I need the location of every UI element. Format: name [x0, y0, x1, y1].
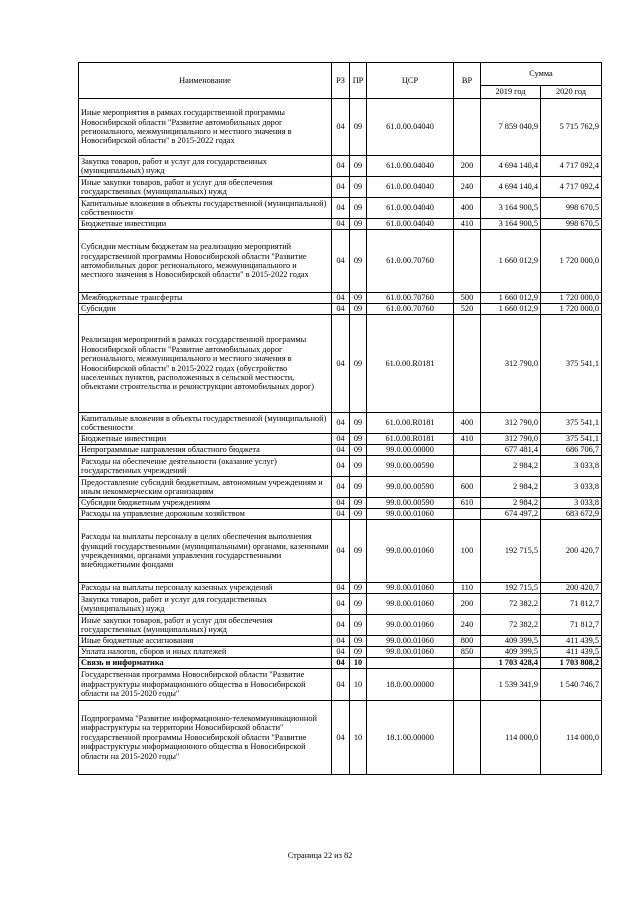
cell-sum-2019: 409 399,5	[481, 636, 541, 647]
cell-name: Подпрограмма "Развитие информационно-телекоммуникационной инфраструктуры на территории Новосибирской области" государственной программы Новосибирской области "Развитие инфраструктуры информационного общества в Новосибирской области на 2015-2020 годы"	[79, 701, 332, 775]
cell-vr: 240	[454, 615, 481, 636]
cell-name: Иные бюджетные ассигнования	[79, 636, 332, 647]
cell-csr: 99.0.00.00590	[367, 456, 454, 477]
cell-csr: 18.1.00.00000	[367, 701, 454, 775]
cell-pr: 09	[350, 230, 367, 293]
header-sum: Сумма	[481, 63, 602, 86]
table-row	[79, 198, 602, 219]
cell-sum-2020: 375 541,1	[541, 434, 602, 445]
cell-sum-2020: 5 715 762,9	[541, 99, 602, 156]
cell-rz: 04	[332, 230, 350, 293]
cell-sum-2019: 2 984,2	[481, 456, 541, 477]
cell-csr: 99.0.00.01060	[367, 636, 454, 647]
cell-sum-2019: 4 694 140,4	[481, 177, 541, 198]
cell-sum-2019: 3 164 900,5	[481, 198, 541, 219]
table-row	[79, 669, 602, 701]
cell-sum-2020: 114 000,0	[541, 701, 602, 775]
table-row	[79, 498, 602, 509]
cell-csr: 99.0.00.00590	[367, 477, 454, 498]
cell-sum-2020: 375 541,1	[541, 413, 602, 434]
table-row	[79, 445, 602, 456]
cell-pr: 09	[350, 156, 367, 177]
table-row	[79, 477, 602, 498]
cell-vr	[454, 445, 481, 456]
cell-csr: 18.0.00.00000	[367, 669, 454, 701]
cell-sum-2020: 200 420,7	[541, 583, 602, 594]
header-rz: РЗ	[332, 63, 350, 99]
cell-vr: 200	[454, 594, 481, 615]
cell-pr: 09	[350, 520, 367, 583]
cell-csr: 99.0.00.00590	[367, 498, 454, 509]
table-row	[79, 293, 602, 304]
cell-sum-2020: 1 540 746,7	[541, 669, 602, 701]
cell-vr: 800	[454, 636, 481, 647]
table-row	[79, 413, 602, 434]
cell-csr: 99.0.00.01060	[367, 615, 454, 636]
cell-sum-2019: 72 382,2	[481, 594, 541, 615]
cell-sum-2019: 72 382,2	[481, 615, 541, 636]
cell-rz: 04	[332, 156, 350, 177]
cell-sum-2020: 4 717 092,4	[541, 156, 602, 177]
cell-name: Капитальные вложения в объекты государственной (муниципальной) собственности	[79, 413, 332, 434]
cell-sum-2019: 312 790,0	[481, 434, 541, 445]
table-row	[79, 230, 602, 293]
cell-csr: 61.0.00.70760	[367, 304, 454, 315]
cell-rz: 04	[332, 583, 350, 594]
cell-vr: 850	[454, 647, 481, 658]
cell-vr: 500	[454, 293, 481, 304]
cell-sum-2019: 114 000,0	[481, 701, 541, 775]
cell-pr: 09	[350, 99, 367, 156]
budget-table	[78, 62, 602, 775]
cell-name: Уплата налогов, сборов и иных платежей	[79, 647, 332, 658]
cell-pr: 09	[350, 219, 367, 230]
cell-sum-2019: 1 660 012,9	[481, 230, 541, 293]
cell-sum-2019: 409 399,5	[481, 647, 541, 658]
cell-rz: 04	[332, 315, 350, 413]
cell-name: Бюджетные инвестиции	[79, 219, 332, 230]
cell-sum-2020: 200 420,7	[541, 520, 602, 583]
table-row	[79, 219, 602, 230]
cell-sum-2019: 1 539 341,9	[481, 669, 541, 701]
cell-pr: 09	[350, 445, 367, 456]
cell-name: Иные закупки товаров, работ и услуг для обеспечения государственных (муниципальных) нужд	[79, 615, 332, 636]
cell-sum-2019: 312 790,0	[481, 413, 541, 434]
table-row	[79, 615, 602, 636]
cell-sum-2020: 3 033,8	[541, 498, 602, 509]
header-name: Наименование	[79, 63, 332, 99]
cell-csr: 61.0.00.04040	[367, 156, 454, 177]
cell-pr: 09	[350, 615, 367, 636]
table-row	[79, 509, 602, 520]
cell-name: Связь и информатика	[79, 658, 332, 669]
cell-pr: 09	[350, 477, 367, 498]
cell-pr: 09	[350, 594, 367, 615]
cell-pr: 09	[350, 315, 367, 413]
header-csr: ЦСР	[367, 63, 454, 99]
cell-name: Капитальные вложения в объекты государственной (муниципальной) собственности	[79, 198, 332, 219]
cell-name: Расходы на обеспечение деятельности (оказание услуг) государственных учреждений	[79, 456, 332, 477]
cell-name: Субсидии местным бюджетам на реализацию мероприятий государственной программы Новосибирской области "Развитие автомобильных дорог регионального, межмуниципального и местного значения в Новосибирской области" в 2015-2022 годах	[79, 230, 332, 293]
cell-csr: 61.0.00.R0181	[367, 413, 454, 434]
cell-sum-2019: 192 715,5	[481, 583, 541, 594]
cell-rz: 04	[332, 636, 350, 647]
cell-rz: 04	[332, 456, 350, 477]
cell-sum-2020: 686 706,7	[541, 445, 602, 456]
table-row	[79, 636, 602, 647]
cell-rz: 04	[332, 647, 350, 658]
table-row	[79, 658, 602, 669]
cell-pr: 10	[350, 701, 367, 775]
cell-name: Реализация мероприятий в рамках государственной программы Новосибирской области "Развитие автомобильных дорог регионального, межмуниципального и местного значения в Новосибирской области" в 2015-2022 годах (обустройство населенных пунктов, расположенных в сельской местности, объектами строительства и реконструкции автомобильных дорог)	[79, 315, 332, 413]
cell-pr: 10	[350, 658, 367, 669]
cell-sum-2020: 1 720 000,0	[541, 293, 602, 304]
cell-sum-2020: 998 670,5	[541, 198, 602, 219]
cell-sum-2020: 411 439,5	[541, 647, 602, 658]
cell-vr: 600	[454, 477, 481, 498]
cell-rz: 04	[332, 293, 350, 304]
cell-rz: 04	[332, 434, 350, 445]
header-pr: ПР	[350, 63, 367, 99]
cell-sum-2019: 677 481,4	[481, 445, 541, 456]
cell-sum-2019: 674 497,2	[481, 509, 541, 520]
header-vr: ВР	[454, 63, 481, 99]
header-year-2019: 2019 год	[481, 86, 541, 99]
cell-rz: 04	[332, 198, 350, 219]
cell-vr	[454, 99, 481, 156]
cell-sum-2019: 1 660 012,9	[481, 293, 541, 304]
cell-sum-2020: 1 720 000,0	[541, 230, 602, 293]
cell-pr: 09	[350, 304, 367, 315]
cell-rz: 04	[332, 304, 350, 315]
table-row	[79, 583, 602, 594]
cell-pr: 09	[350, 636, 367, 647]
cell-csr: 61.0.00.04040	[367, 198, 454, 219]
table-row	[79, 315, 602, 413]
cell-vr: 240	[454, 177, 481, 198]
cell-csr: 61.0.00.04040	[367, 219, 454, 230]
table-row	[79, 647, 602, 658]
cell-vr: 100	[454, 520, 481, 583]
cell-csr	[367, 658, 454, 669]
cell-name: Иные мероприятия в рамках государственной программы Новосибирской области "Развитие автомобильных дорог регионального, межмуниципального и местного значения в Новосибирской области" в 2015-2022 годах	[79, 99, 332, 156]
table-row	[79, 701, 602, 775]
cell-sum-2020: 4 717 092,4	[541, 177, 602, 198]
table-row	[79, 594, 602, 615]
cell-rz: 04	[332, 615, 350, 636]
cell-sum-2020: 3 033,8	[541, 477, 602, 498]
table-row	[79, 99, 602, 156]
cell-sum-2019: 1 703 428,4	[481, 658, 541, 669]
cell-vr: 410	[454, 434, 481, 445]
cell-pr: 09	[350, 293, 367, 304]
cell-sum-2019: 192 715,5	[481, 520, 541, 583]
cell-name: Бюджетные инвестиции	[79, 434, 332, 445]
cell-pr: 09	[350, 177, 367, 198]
table-row	[79, 456, 602, 477]
cell-name: Расходы на управление дорожным хозяйством	[79, 509, 332, 520]
cell-vr	[454, 658, 481, 669]
cell-vr	[454, 509, 481, 520]
cell-vr: 400	[454, 198, 481, 219]
cell-vr: 520	[454, 304, 481, 315]
cell-sum-2020: 1 720 000,0	[541, 304, 602, 315]
cell-name: Иные закупки товаров, работ и услуг для обеспечения государственных (муниципальных) нужд	[79, 177, 332, 198]
cell-name: Субсидии	[79, 304, 332, 315]
cell-name: Закупка товаров, работ и услуг для государственных (муниципальных) нужд	[79, 594, 332, 615]
cell-sum-2020: 411 439,5	[541, 636, 602, 647]
cell-rz: 04	[332, 658, 350, 669]
cell-name: Непрограммные направления областного бюджета	[79, 445, 332, 456]
cell-rz: 04	[332, 445, 350, 456]
cell-pr: 09	[350, 456, 367, 477]
cell-sum-2020: 3 033,8	[541, 456, 602, 477]
cell-sum-2019: 312 790,0	[481, 315, 541, 413]
cell-sum-2019: 1 660 012,9	[481, 304, 541, 315]
cell-name: Межбюджетные трансферты	[79, 293, 332, 304]
cell-rz: 04	[332, 219, 350, 230]
cell-sum-2020: 71 812,7	[541, 594, 602, 615]
table-row	[79, 156, 602, 177]
cell-pr: 09	[350, 498, 367, 509]
cell-rz: 04	[332, 99, 350, 156]
cell-csr: 99.0.00.01060	[367, 509, 454, 520]
cell-rz: 04	[332, 413, 350, 434]
cell-vr	[454, 456, 481, 477]
cell-name: Государственная программа Новосибирской области "Развитие инфраструктуры информационного общества в Новосибирской области на 2015-2020 годы"	[79, 669, 332, 701]
cell-vr	[454, 701, 481, 775]
cell-name: Субсидии бюджетным учреждениям	[79, 498, 332, 509]
cell-vr: 200	[454, 156, 481, 177]
cell-csr: 99.0.00.01060	[367, 583, 454, 594]
cell-csr: 99.0.00.01060	[367, 647, 454, 658]
cell-sum-2019: 2 984,2	[481, 498, 541, 509]
cell-pr: 09	[350, 509, 367, 520]
cell-vr: 610	[454, 498, 481, 509]
cell-sum-2020: 683 672,9	[541, 509, 602, 520]
table-body	[79, 99, 602, 775]
cell-sum-2019: 4 694 140,4	[481, 156, 541, 177]
cell-sum-2019: 3 164 900,5	[481, 219, 541, 230]
cell-vr: 410	[454, 219, 481, 230]
table-row	[79, 177, 602, 198]
budget-document	[78, 62, 601, 775]
table-row	[79, 434, 602, 445]
cell-csr: 99.0.00.00000	[367, 445, 454, 456]
cell-vr	[454, 669, 481, 701]
cell-rz: 04	[332, 177, 350, 198]
cell-sum-2020: 375 541,1	[541, 315, 602, 413]
cell-rz: 04	[332, 509, 350, 520]
cell-pr: 09	[350, 434, 367, 445]
cell-sum-2020: 998 670,5	[541, 219, 602, 230]
table-row	[79, 304, 602, 315]
cell-csr: 99.0.00.01060	[367, 594, 454, 615]
cell-sum-2020: 1 703 808,2	[541, 658, 602, 669]
cell-csr: 61.0.00.04040	[367, 177, 454, 198]
cell-csr: 99.0.00.01060	[367, 520, 454, 583]
cell-vr: 400	[454, 413, 481, 434]
cell-csr: 61.0.00.70760	[367, 230, 454, 293]
cell-name: Расходы на выплаты персоналу в целях обеспечения выполнения функций государственными (муниципальными) органами, казенными учреждениями, органами управления государственными внебюджетными фондами	[79, 520, 332, 583]
cell-name: Расходы на выплаты персоналу казенных учреждений	[79, 583, 332, 594]
cell-name: Закупка товаров, работ и услуг для государственных (муниципальных) нужд	[79, 156, 332, 177]
table-row	[79, 520, 602, 583]
cell-vr	[454, 230, 481, 293]
cell-sum-2019: 2 984,2	[481, 477, 541, 498]
cell-csr: 61.0.00.04040	[367, 99, 454, 156]
cell-rz: 04	[332, 498, 350, 509]
cell-name: Предоставление субсидий бюджетным, автономным учреждениям и иным некоммерческим организациям	[79, 477, 332, 498]
cell-vr	[454, 315, 481, 413]
cell-pr: 09	[350, 647, 367, 658]
cell-csr: 61.0.00.R0181	[367, 434, 454, 445]
cell-rz: 04	[332, 669, 350, 701]
cell-rz: 04	[332, 594, 350, 615]
cell-csr: 61.0.00.R0181	[367, 315, 454, 413]
cell-rz: 04	[332, 520, 350, 583]
page-footer: Страница 22 из 82	[287, 851, 353, 860]
cell-pr: 09	[350, 198, 367, 219]
cell-pr: 10	[350, 669, 367, 701]
cell-csr: 61.0.00.70760	[367, 293, 454, 304]
cell-vr: 110	[454, 583, 481, 594]
cell-rz: 04	[332, 701, 350, 775]
cell-pr: 09	[350, 583, 367, 594]
cell-sum-2019: 7 859 040,9	[481, 99, 541, 156]
cell-rz: 04	[332, 477, 350, 498]
header-year-2020: 2020 год	[541, 86, 602, 99]
cell-sum-2020: 71 812,7	[541, 615, 602, 636]
cell-pr: 09	[350, 413, 367, 434]
